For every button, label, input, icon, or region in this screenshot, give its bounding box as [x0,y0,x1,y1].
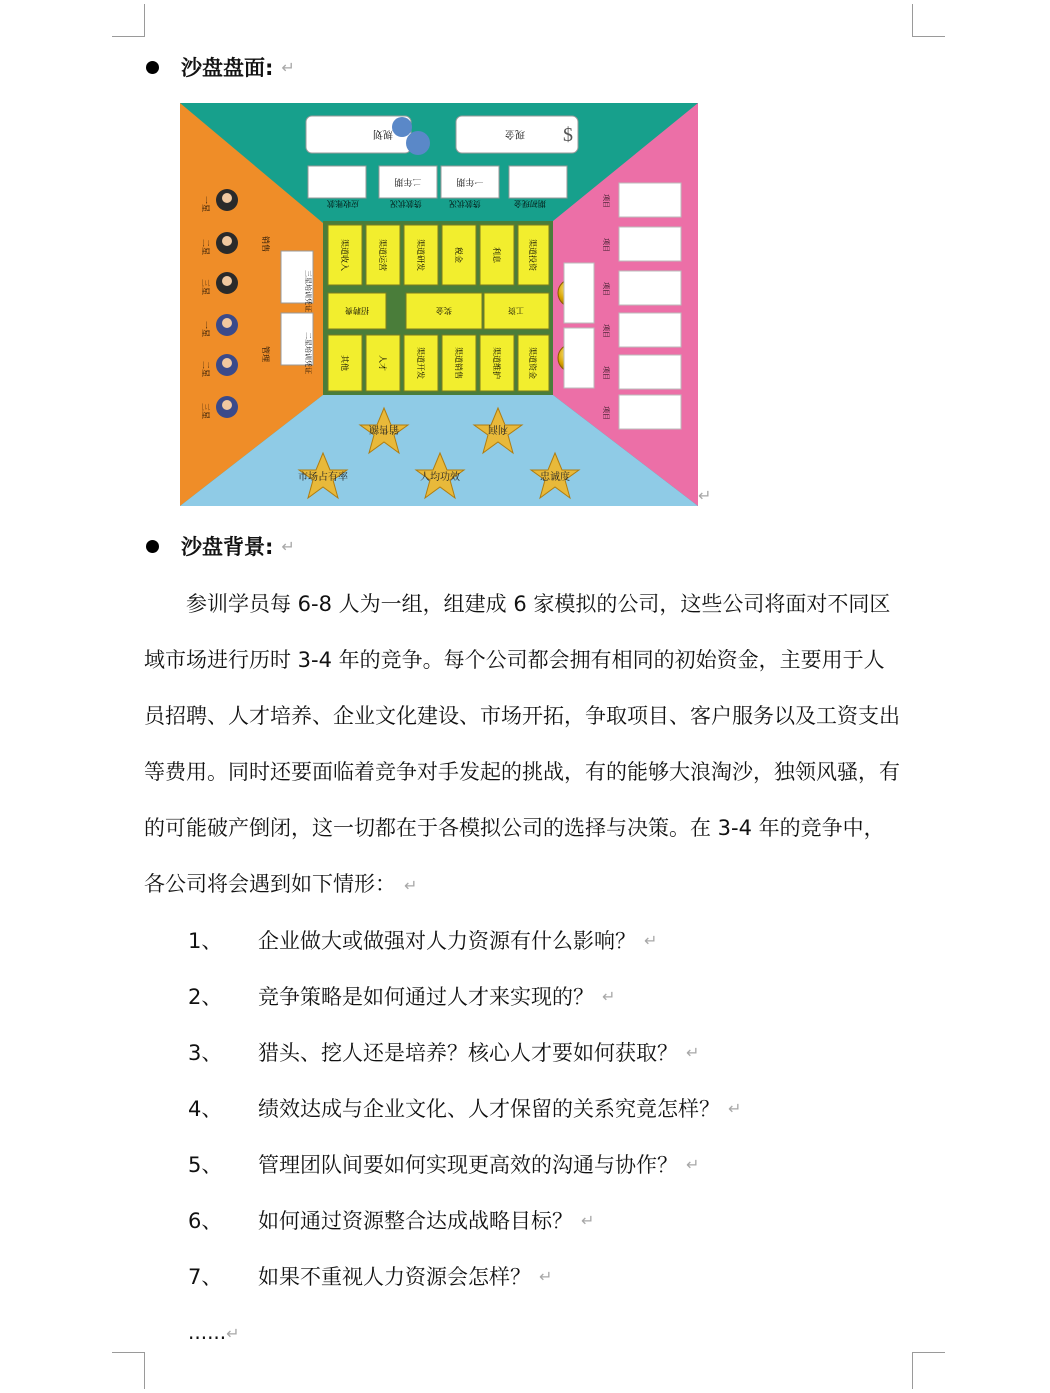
project-label: 项目 [602,194,610,208]
grid-cell-label: 工资 [508,306,524,315]
grid-cell-label: 渠道开发 [416,347,425,379]
year-box-label: 二年期 [394,176,422,186]
project-label: 项目 [602,238,610,252]
grid-cell-label: 奖金 [436,306,452,315]
paragraph-mark-icon: ↵ [698,486,712,505]
ellipsis-text: ...... [188,1320,227,1344]
list-text: 管理团队间要如何实现更高效的沟通与协作？ [258,1153,678,1177]
paragraph-mark-icon: ↵ [686,1154,700,1174]
crop-mark-top-left [112,4,145,37]
bullet-icon [146,61,159,74]
star-level-label: 二星 [201,239,210,255]
top-strip-label: 期初现金 [514,199,546,208]
project-label: 项目 [602,324,610,338]
crop-mark-top-right [912,4,945,37]
star-level-label: 一星 [201,196,210,212]
star-label: 人均功效 [420,472,460,483]
paragraph-mark-icon: ↵ [226,1324,240,1343]
list-number: 7、 [188,1265,223,1289]
side-label: 销售 [261,236,270,252]
paragraph-mark-icon: ↵ [539,1266,553,1286]
person-icon [216,232,238,254]
list-item [188,1192,741,1248]
top-strip-label: 贷款状况 [449,199,481,208]
list-number: 5、 [188,1153,223,1177]
gear-icon [406,131,430,155]
training-voucher-label: 二星培训凭证 [304,332,312,374]
paragraph-mark-icon: ↵ [686,1042,700,1062]
paragraph-mark-icon: ↵ [644,930,658,950]
grid-cell-label: 招聘费 [345,306,369,315]
person-icon [216,189,238,211]
list-item [188,1248,741,1304]
star-level-label: 三星 [201,279,210,295]
paragraph-line: 等费用。同时还要面临着竞争对手发起的挑战，有的能够大浪淘沙，独领风骚，有 [144,760,900,784]
star-label: 利润 [488,423,508,434]
list-text: 如果不重视人力资源会怎样？ [258,1265,531,1289]
background-paragraph [144,576,914,912]
top-strip-label: 应收账款 [327,199,359,208]
grid-cell-label: 渠道研发 [416,239,425,271]
grid-cell-label: 渠道维护 [492,347,501,379]
grid-cell-label: 渠道运营 [378,239,387,271]
list-number: 2、 [188,985,223,1009]
star-label: 销售额 [369,423,399,434]
list-item [188,1136,741,1192]
paragraph-mark-icon: ↵ [281,536,295,556]
ellipsis [188,1320,240,1344]
paragraph-text: 各公司将会遇到如下情形： [144,872,396,896]
person-icon [216,396,238,418]
grid-cell-label: 人才 [378,355,387,371]
star-level-label: 一星 [201,321,210,337]
side-label: 管理 [261,346,270,362]
sand-table-board [180,103,698,506]
grid-cell-label: 税金 [454,247,463,263]
year-box-label: 一年期 [456,176,484,186]
person-icon [216,354,238,376]
star-level-label: 二星 [201,361,210,377]
section-heading-board [146,51,295,83]
grid-cell-label: 渠道收入 [340,239,349,271]
paragraph-line-last [144,856,914,912]
grid-cell-label: 其他 [340,355,349,371]
list-item [188,912,741,968]
list-item [188,1024,741,1080]
board-top-label: 现金 [505,128,525,139]
section-heading-background [146,530,295,562]
heading-text: 沙盘盘面: [181,56,274,80]
list-text: 绩效达成与企业文化、人才保留的关系究竟怎样？ [258,1097,720,1121]
paragraph-line: 员招聘、人才培养、企业文化建设、市场开拓，争取项目、客户服务以及工资支出 [144,704,900,728]
list-item [188,1080,741,1136]
list-text: 竞争策略是如何通过人才来实现的？ [258,985,594,1009]
star-label: 忠诚度 [540,472,570,483]
paragraph-mark-icon: ↵ [281,57,295,77]
list-number: 4、 [188,1097,223,1121]
paragraph-mark-icon: ↵ [728,1098,742,1118]
crop-mark-bottom-right [912,1352,945,1389]
star-label: 市场占有率 [298,472,348,483]
grid-cell-label: 渠道资金 [528,347,537,379]
list-number: 6、 [188,1209,223,1233]
paragraph-mark-icon: ↵ [581,1210,595,1230]
person-icon [216,314,238,336]
heading-text: 沙盘背景: [181,535,274,559]
list-text: 猎头、挖人还是培养？核心人才要如何获取？ [258,1041,678,1065]
project-label: 项目 [602,406,610,420]
project-label: 项目 [602,366,610,380]
person-icon [216,272,238,294]
dollar-icon: $ [563,124,573,146]
grid-cell-label: 渠道销售 [454,347,463,379]
training-voucher-label: 三星培训凭证 [304,270,312,312]
paragraph-mark-icon: ↵ [404,876,418,895]
paragraph-mark-icon: ↵ [602,986,616,1006]
list-text: 企业做大或做强对人力资源有什么影响？ [258,929,636,953]
crop-mark-bottom-left [112,1352,145,1389]
paragraph-line: 域市场进行历时 3-4 年的竞争。每个公司都会拥有相同的初始资金，主要用于人 [144,648,885,672]
bullet-icon [146,540,159,553]
gear-icon [392,117,412,137]
project-label: 项目 [602,282,610,296]
board-top-label: 规划 [373,128,393,139]
paragraph-line: 参训学员每 6-8 人为一组，组建成 6 家模拟的公司，这些公司将面对不同区 [186,592,891,616]
list-number: 1、 [188,929,223,953]
grid-cell-label: 利息 [492,247,501,263]
top-strip-label: 贷款状况 [390,199,422,208]
grid-cell-label: 渠道投资 [528,239,537,271]
list-number: 3、 [188,1041,223,1065]
list-item [188,968,741,1024]
paragraph-line: 的可能破产倒闭，这一切都在于各模拟公司的选择与决策。在 3-4 年的竞争中， [144,816,885,840]
star-level-label: 三星 [201,403,210,419]
question-list [188,912,741,1304]
list-text: 如何通过资源整合达成战略目标？ [258,1209,573,1233]
